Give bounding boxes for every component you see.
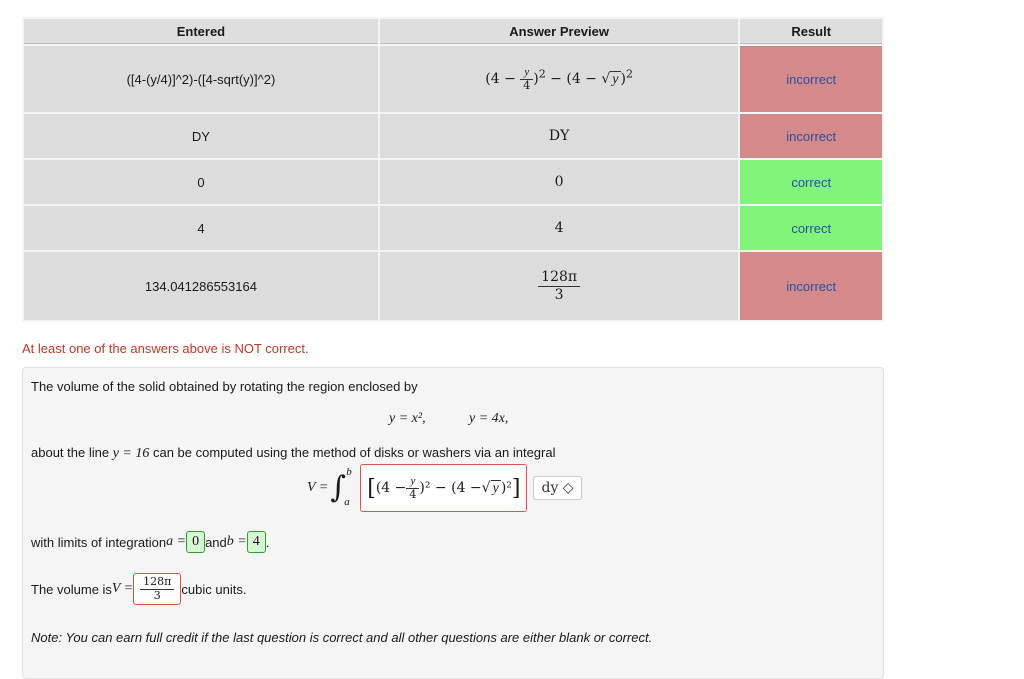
credit-note: Note: You can earn full credit if the last question is correct and all other questions are either blank or correct. <box>31 630 653 645</box>
preview-text: ) <box>533 71 539 87</box>
text: about the line <box>31 445 113 460</box>
table-row <box>24 46 882 112</box>
header-entered: Entered <box>24 19 378 44</box>
preview-sqrt-arg: y <box>612 72 619 87</box>
result-cell: incorrect <box>740 252 882 320</box>
result-cell: incorrect <box>740 46 882 112</box>
integrand-text: )² − (4 − <box>419 480 482 496</box>
integrand-fraction <box>406 475 419 501</box>
text: and <box>205 534 227 550</box>
result-cell: incorrect <box>740 114 882 158</box>
incorrect-warning: At least one of the answers above is NOT correct. <box>22 341 309 356</box>
preview-fraction <box>538 269 580 302</box>
preview-cell <box>380 46 739 112</box>
preview-text: (4 − <box>485 71 521 87</box>
problem-line-2 <box>31 445 555 462</box>
preview-cell <box>380 252 739 320</box>
preview-cell: 0 <box>380 160 739 204</box>
integral-upper-limit: b <box>346 466 352 478</box>
preview-text: − (4 − √ <box>545 71 611 87</box>
integral-lhs: V = <box>307 480 329 495</box>
limits-line <box>31 531 269 553</box>
equation-2 <box>469 410 508 427</box>
math-text: b = <box>226 534 247 549</box>
entered-cell: 0 <box>24 160 378 204</box>
results-header-row <box>24 19 882 44</box>
problem-panel <box>22 367 884 679</box>
fraction-numerator: 128π <box>140 576 174 590</box>
preview-fraction <box>520 66 533 92</box>
table-row <box>24 206 882 250</box>
fraction-denominator: 4 <box>409 487 417 501</box>
bracket-right: ] <box>511 475 521 501</box>
limit-a-answer-box[interactable]: 0 <box>186 531 205 553</box>
preview-cell: 4 <box>380 206 739 250</box>
integrand-text: (4 − <box>375 480 407 496</box>
entered-cell: ([4-(y/4)]^2)-([4-sqrt(y)]^2) <box>24 46 378 112</box>
text: with limits of integration <box>31 534 167 550</box>
text: cubic units. <box>181 581 247 597</box>
entered-cell: 134.041286553164 <box>24 252 378 320</box>
integrand-text: )² <box>500 480 512 496</box>
fraction-numerator: y <box>520 66 533 80</box>
math-text: a = <box>166 534 187 549</box>
header-result: Result <box>740 19 882 44</box>
result-cell: correct <box>740 160 882 204</box>
bracket-left: [ <box>367 475 376 501</box>
fraction-denominator: 4 <box>523 78 531 92</box>
sqrt-symbol: √ <box>481 480 491 496</box>
integrand-answer-box[interactable] <box>360 464 527 512</box>
result-cell: correct <box>740 206 882 250</box>
volume-answer-box[interactable] <box>133 573 181 605</box>
volume-line <box>31 573 246 605</box>
equation-text: y = x², <box>389 411 426 426</box>
text: can be computed using the method of disks or washers via an integral <box>149 445 556 460</box>
equation-text: y = 4x, <box>469 411 509 426</box>
equation-1 <box>389 410 426 427</box>
table-row <box>24 160 882 204</box>
preview-exponent: 2 <box>625 67 633 81</box>
integral-expression <box>307 464 582 512</box>
dy-dx-select[interactable]: dy ◇ <box>533 476 581 500</box>
preview-exponent: 2 <box>538 67 546 81</box>
fraction-numerator: 128π <box>538 269 580 286</box>
header-answer-preview: Answer Preview <box>380 19 739 44</box>
results-table <box>22 17 884 322</box>
math-text: V = <box>111 581 134 597</box>
text: . <box>265 534 270 550</box>
problem-intro: The volume of the solid obtained by rotating the region enclosed by <box>31 379 418 394</box>
fraction-denominator: 3 <box>153 588 161 602</box>
preview-text: ) <box>620 71 626 87</box>
fraction-numerator: y <box>406 475 419 489</box>
entered-cell: DY <box>24 114 378 158</box>
math-text: y = 16 <box>112 446 150 461</box>
integrand-sqrt-arg: y <box>492 480 499 496</box>
table-row <box>24 252 882 320</box>
text: The volume is <box>31 581 112 597</box>
table-row <box>24 114 882 158</box>
fraction-denominator: 3 <box>554 286 564 303</box>
integral-lower-limit: a <box>344 496 350 508</box>
preview-cell: DY <box>380 114 739 158</box>
volume-fraction <box>140 576 174 602</box>
limit-b-answer-box[interactable]: 4 <box>247 531 266 553</box>
integral-sign: ∫ b a <box>330 466 352 508</box>
entered-cell: 4 <box>24 206 378 250</box>
